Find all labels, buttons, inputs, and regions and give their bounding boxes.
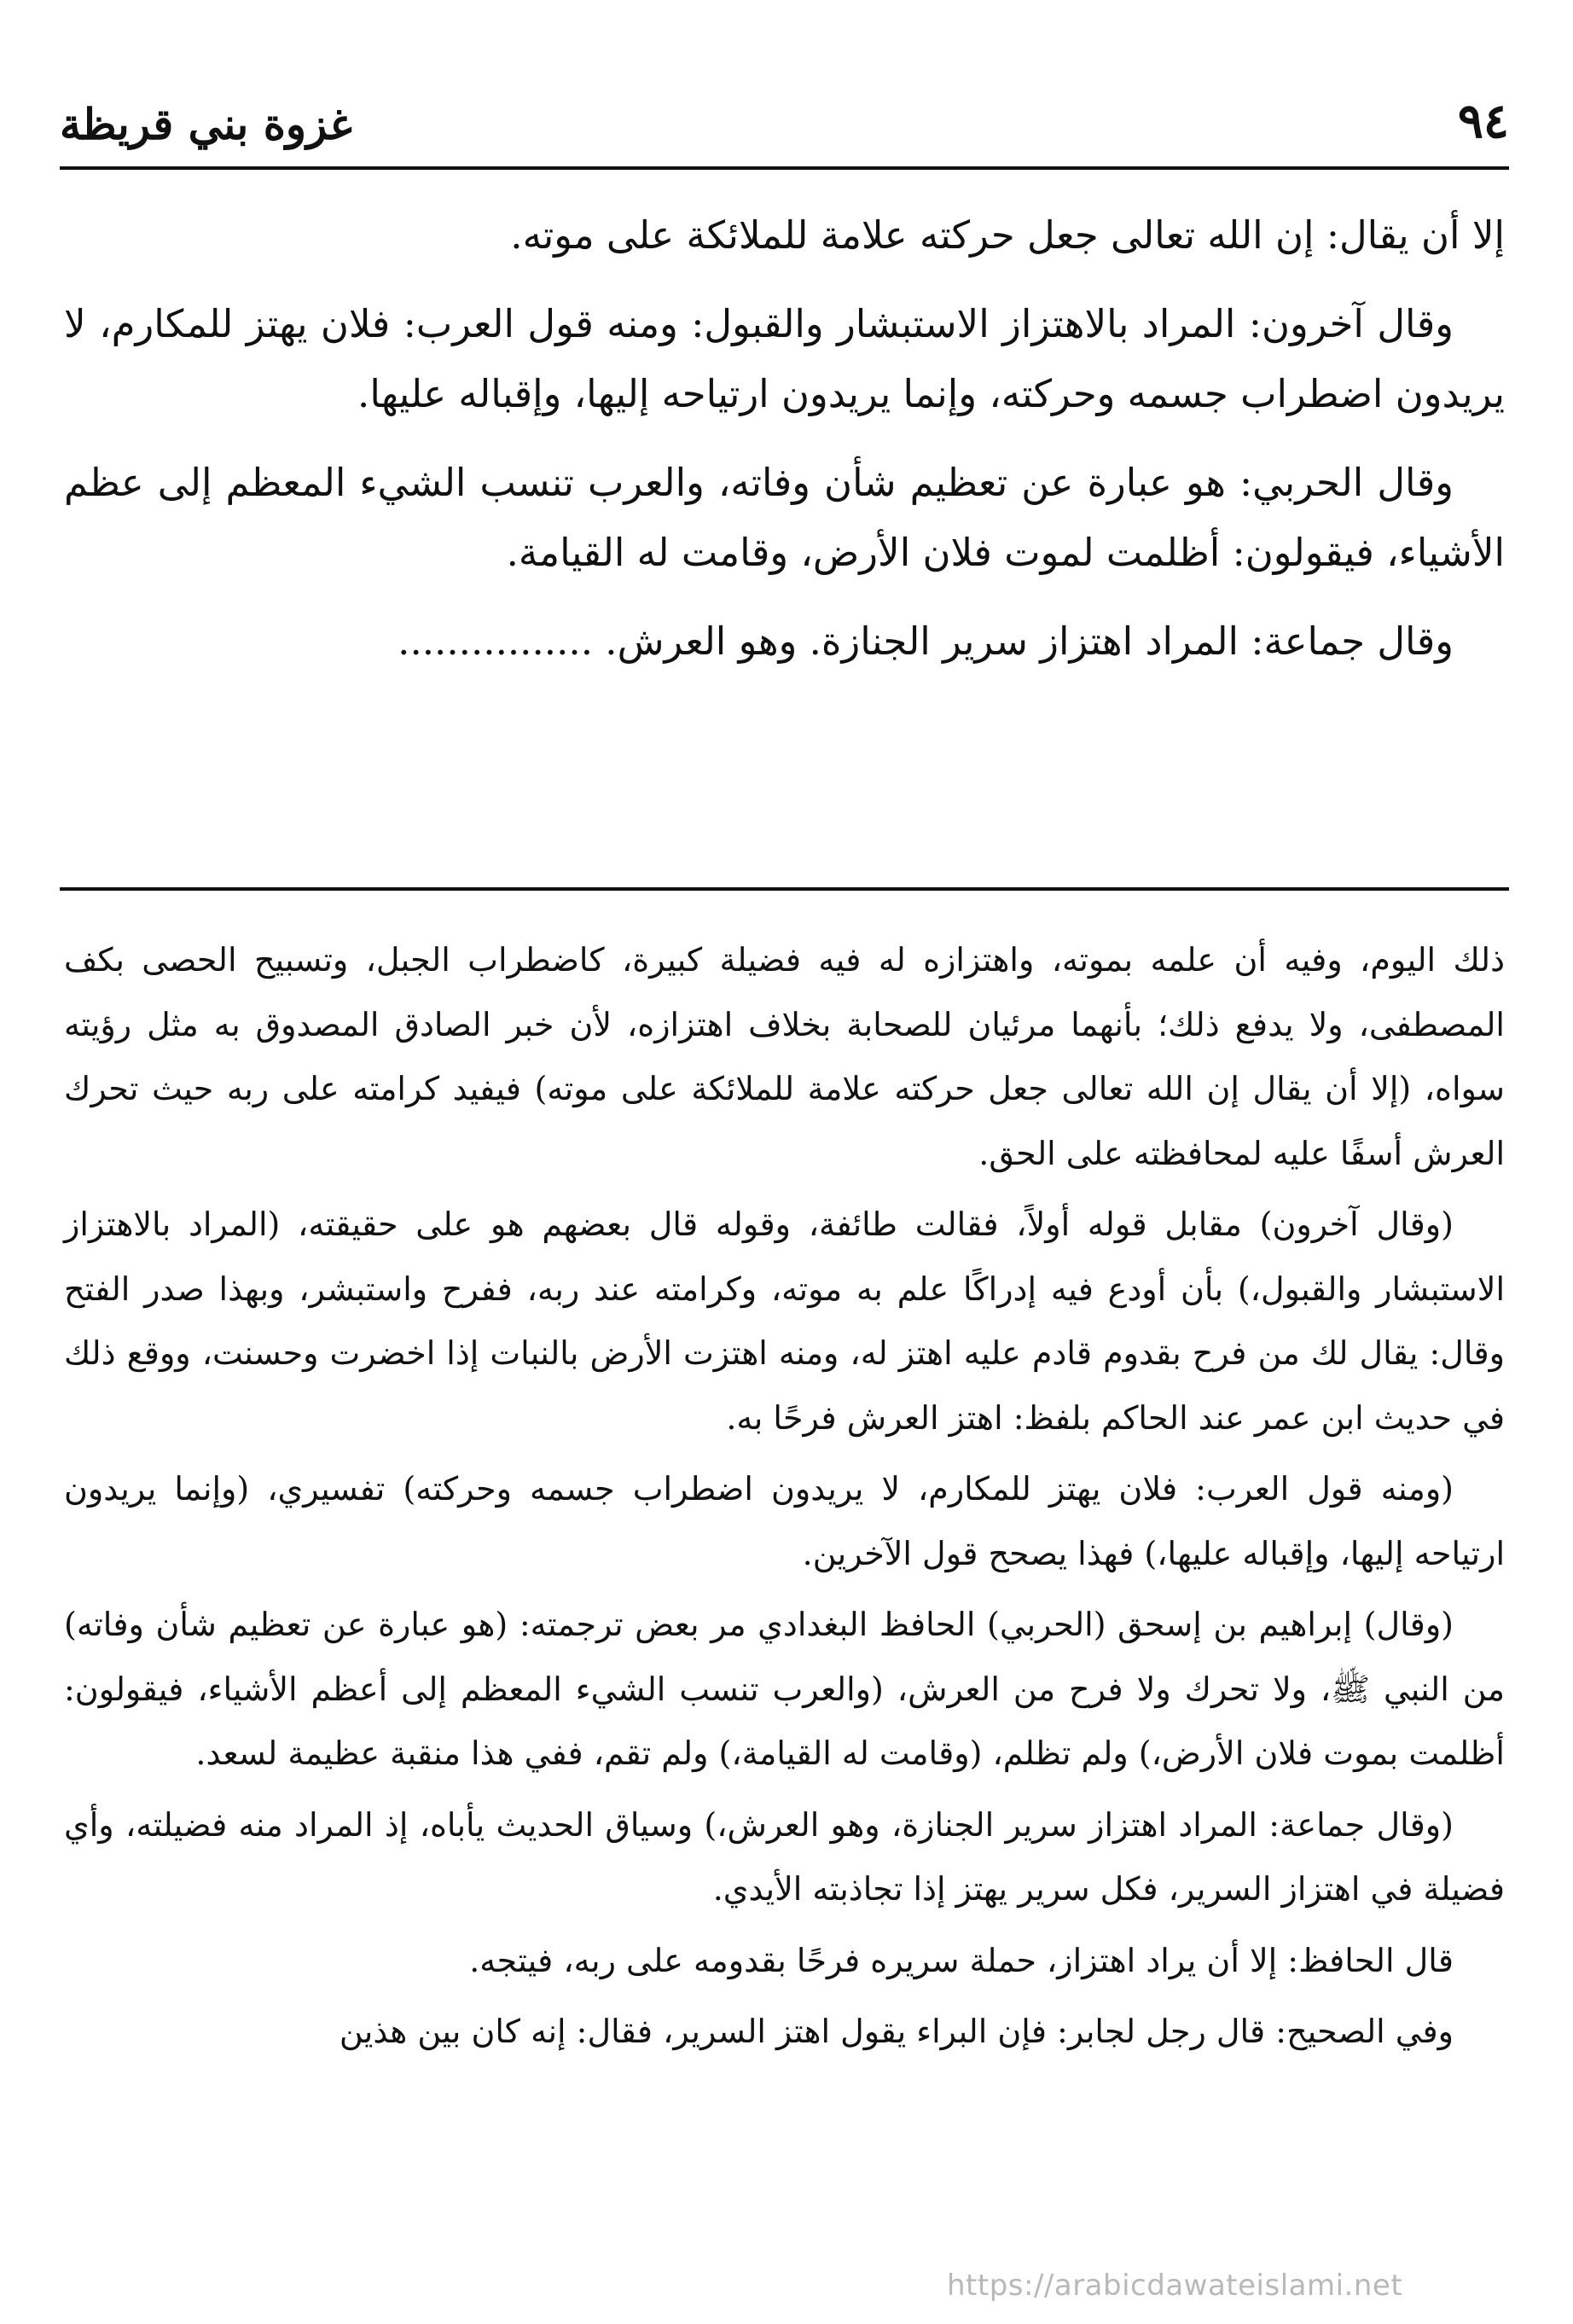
commentary-paragraph: (وقال) إبراهيم بن إسحق (الحربي) الحافظ البغدادي مر بعض ترجمته: (هو عبارة عن تعظيم شأن وفاته) من النبي ﷺ، ولا تحرك ولا فرح من العرش، (والعرب تنسب الشيء المعظم إلى أعظم الأشياء، فيقولون: أظلمت بموت فلان الأرض،) ولم تظلم، (وقامت له القيامة،) ولم تقم، ففي هذا منقبة عظيمة لسعد. <box>64 1606 1505 1772</box>
commentary-paragraph: (وقال آخرون) مقابل قوله أولاً، فقالت طائفة، وقوله قال بعضهم هو على حقيقته، (المراد بالاهتزاز الاستبشار والقبول،) بأن أودع فيه إدراكًا علم به موته، وكرامته عند ربه، ففرح واستبشر، وبهذا صدر الفتح وقال: يقال لك من فرح بقدوم قادم عليه اهتز له، ومنه اهتزت الأرض بالنبات إذا اخضرت وحسنت، ووقع ذلك في حديث ابن عمر عند الحاكم بلفظ: اهتز العرش فرحًا به. <box>64 1206 1505 1437</box>
commentary-paragraph: قال الحافظ: إلا أن يراد اهتزاز، حملة سريره فرحًا بقدومه على ربه، فيتجه. <box>469 1941 1454 1979</box>
running-title: غزوة بني قريظة <box>60 99 352 149</box>
commentary-paragraph: (وقال جماعة: المراد اهتزاز سرير الجنازة، وهو العرش،) وسياق الحديث يأباه، إذ المراد منه فضيلته، وأي فضيلة في اهتزاز السرير، فكل سرير يهتز إذا تجاذبته الأيدي. <box>64 1805 1505 1908</box>
watermark-url: https://arabicdawateislami.net <box>947 2269 1403 2303</box>
main-paragraph: وقال جماعة: المراد اهتزاز سرير الجنازة. وهو العرش. ................ <box>398 619 1454 664</box>
main-paragraph: وقال الحربي: هو عبارة عن تعظيم شأن وفاته، والعرب تنسب الشيء المعظم إلى عظم الأشياء، فيقولون: أظلمت لموت فلان الأرض، وقامت له القيامة. <box>64 460 1505 575</box>
main-paragraph: إلا أن يقال: إن الله تعالى جعل حركته علامة للملائكة على موته. <box>510 212 1505 258</box>
main-text <box>64 200 1505 695</box>
commentary-paragraph: وفي الصحيح: قال رجل لجابر: فإن البراء يقول اهتز السرير، فقال: إنه كان بين هذين <box>339 2013 1454 2050</box>
commentary-text <box>64 928 1505 2071</box>
page-number: ٩٤ <box>1457 93 1509 149</box>
commentary-paragraph: (ومنه قول العرب: فلان يهتز للمكارم، لا يريدون اضطراب جسمه وحركته) تفسيري، (وإنما يريدون ارتياحه إليها، وإقباله عليها،) فهذا يصحح قول الآخرين. <box>64 1470 1505 1572</box>
section-divider <box>60 887 1509 891</box>
page-header <box>60 81 1509 149</box>
main-paragraph: وقال آخرون: المراد بالاهتزاز الاستبشار والقبول: ومنه قول العرب: فلان يهتز للمكارم، لا يريدون اضطراب جسمه وحركته، وإنما يريدون ارتياحه إليها، وإقباله عليها. <box>64 301 1505 416</box>
header-rule <box>60 166 1509 170</box>
commentary-paragraph: ذلك اليوم، وفيه أن علمه بموته، واهتزازه له فيه فضيلة كبيرة، كاضطراب الجبل، وتسبيح الحصى بكف المصطفى، ولا يدفع ذلك؛ بأنهما مرئيان للصحابة بخلاف اهتزازه، لأن خبر الصادق المصدوق به مثل رؤيته سواه، (إلا أن يقال إن الله تعالى جعل حركته علامة للملائكة على موته) فيفيد كرامته على ربه حيث تحرك العرش أسفًا عليه لمحافظته على الحق. <box>64 941 1505 1172</box>
